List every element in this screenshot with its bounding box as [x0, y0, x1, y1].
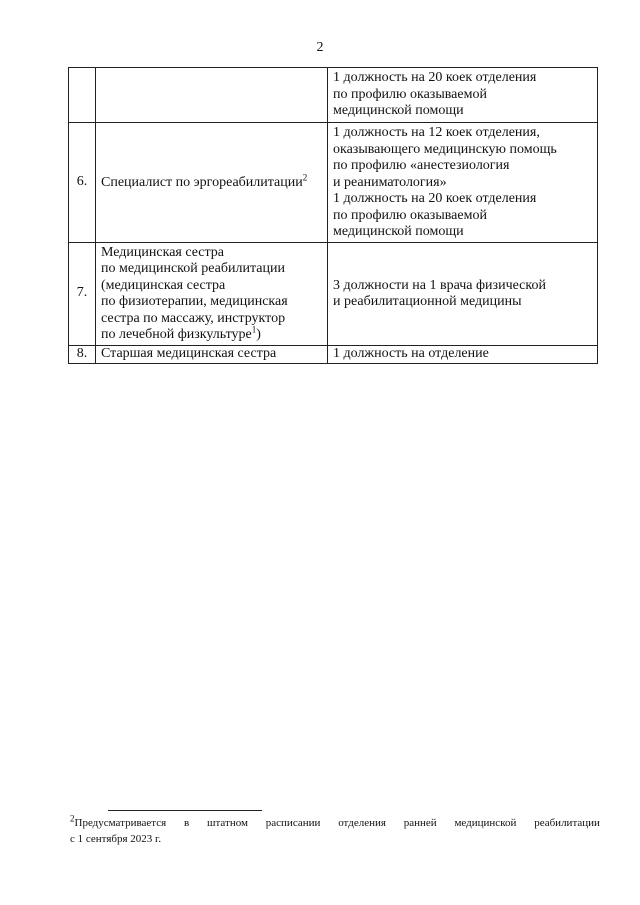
- staffing-norm-cell: 1 должность на отделение: [328, 345, 598, 363]
- position-name-text: по лечебной физкультуре: [101, 327, 252, 342]
- table-row: [69, 123, 598, 243]
- row-number-cell: 8.: [69, 345, 96, 363]
- footnote-word: отделения: [338, 817, 386, 829]
- position-name-line: по физиотерапии, медицинская: [101, 294, 288, 309]
- footnote-word: реабилитации: [534, 817, 600, 829]
- row-number-cell: [69, 68, 96, 123]
- footnote-line: [70, 815, 600, 831]
- footnote-word: ранней: [403, 817, 437, 829]
- staffing-table: [68, 67, 598, 364]
- norm-line: медицинской помощи: [333, 224, 464, 239]
- norm-line: 3 должности на 1 врача физической: [333, 277, 546, 293]
- staffing-norm-cell: [328, 68, 598, 123]
- footnote-marker: 2: [302, 171, 308, 182]
- norm-line: 1 должность на 12 коек отделения,: [333, 125, 540, 140]
- footnote-word: штатном: [207, 817, 248, 829]
- norm-line: по профилю «анестезиология: [333, 158, 510, 173]
- norm-line: медицинской помощи: [333, 103, 464, 118]
- footnote-separator: [108, 810, 262, 811]
- position-name-line: Медицинская сестра: [101, 244, 225, 260]
- staffing-norm-cell: [328, 123, 598, 243]
- norm-line: и реабилитационной медицины: [333, 294, 522, 309]
- footnote-marker: 2: [70, 813, 75, 824]
- footnote-word: расписании: [265, 817, 321, 829]
- position-name: Специалист по эргореабилитации: [101, 174, 303, 190]
- position-name-cell: Старшая медицинская сестра: [96, 345, 328, 363]
- norm-line: 1 должность на 20 коек отделения: [333, 191, 537, 206]
- norm-line: 1 должность на 20 коек отделения: [333, 70, 537, 85]
- closing-parenthesis: ): [256, 327, 261, 342]
- position-name-line: по медицинской реабилитации: [101, 261, 285, 276]
- footnote-word: в: [183, 817, 190, 829]
- position-name-cell: [96, 242, 328, 345]
- staffing-norm-cell: [328, 242, 598, 345]
- table-row: [69, 242, 598, 345]
- page-number: 2: [316, 40, 324, 55]
- position-name-line: сестра по массажу, инструктор: [101, 310, 286, 326]
- row-number-cell: 7.: [69, 242, 96, 345]
- row-number-cell: 6.: [69, 123, 96, 243]
- footnote-marker: 1: [251, 324, 257, 335]
- norm-line: по профилю оказываемой: [333, 86, 487, 102]
- footnote: [70, 815, 600, 847]
- footnote-line: с 1 сентября 2023 г.: [70, 833, 162, 845]
- footnote-word: медицинской: [454, 817, 517, 829]
- table-row: [69, 345, 598, 363]
- table-row: [69, 68, 598, 123]
- norm-line: и реаниматология»: [333, 174, 447, 190]
- norm-line: оказывающего медицинскую помощь: [333, 141, 557, 157]
- footnote-word: $^2$Предусматривается: [70, 813, 167, 829]
- position-name-cell: [96, 68, 328, 123]
- position-name-line: [101, 324, 323, 344]
- position-name-cell: [96, 123, 328, 243]
- norm-line: по профилю оказываемой: [333, 207, 487, 223]
- position-name-line: (медицинская сестра: [101, 277, 226, 293]
